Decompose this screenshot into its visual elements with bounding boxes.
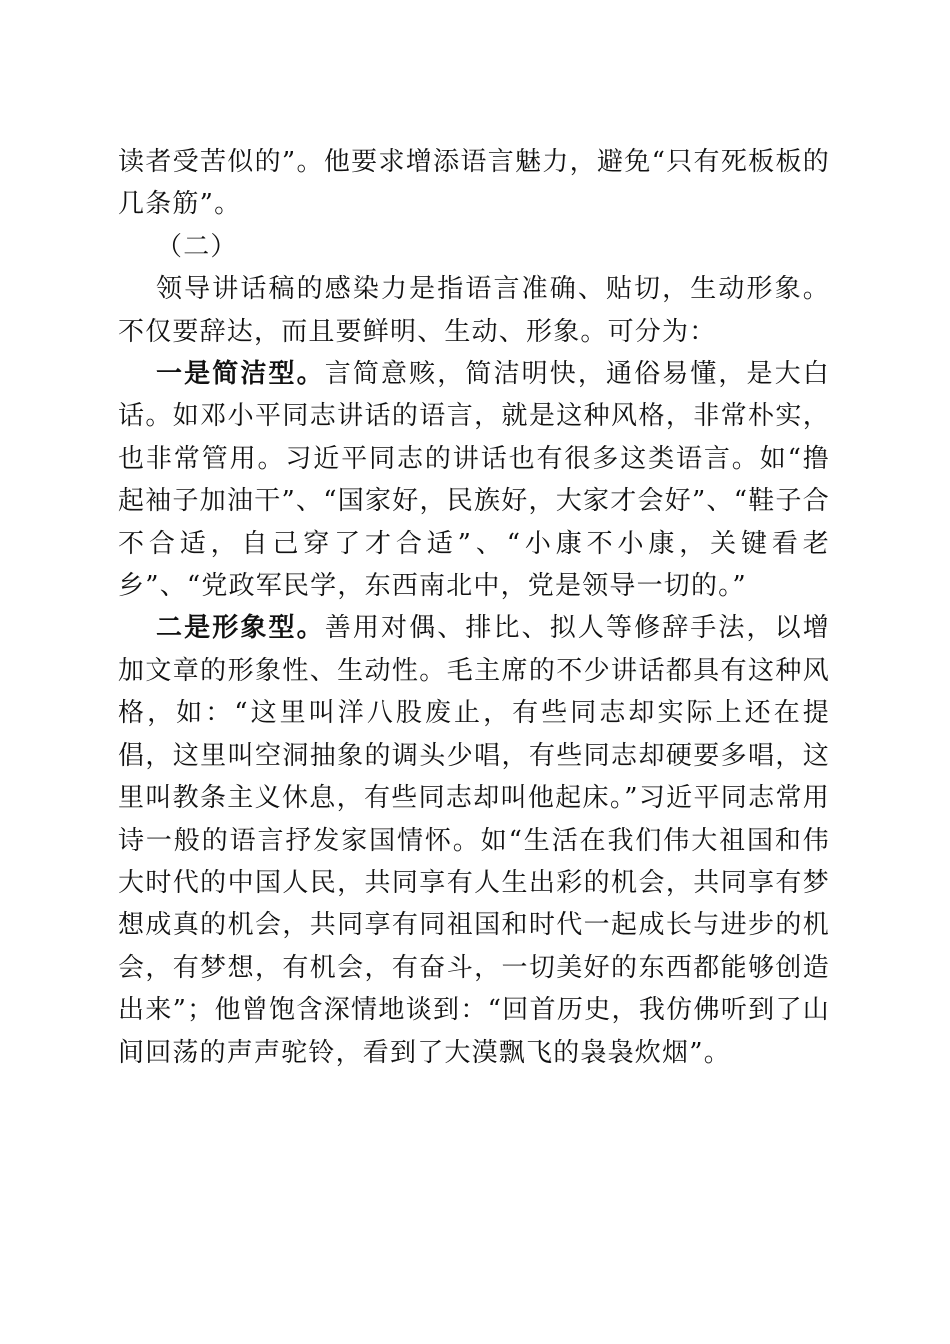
paragraph-concise-type [118, 353, 830, 607]
paragraph-intro: 领导讲话稿的感染力是指语言准确、贴切，生动形象。不仅要辞达，而且要鲜明、生动、形象。可分为： [118, 274, 830, 347]
vivid-type-heading: 二是形象型。 [156, 613, 325, 644]
vivid-type-text: 善用对偶、排比、拟人等修辞手法，以增加文章的形象性、生动性。毛主席的不少讲话都具有这种风格，如：“这里叫洋八股废止，有些同志却实际上还在提倡，这里叫空洞抽象的调头少唱，有些同志却硬要多唱，这里叫教条主义休息，有些同志却叫他起床。”习近平同志常用诗一般的语言抒发家国情怀。如“生活在我们伟大祖国和伟大时代的中国人民，共同享有人生出彩的机会，共同享有梦想成真的机会，共同享有同祖国和时代一起成长与进步的机会，有梦想，有机会，有奋斗，一切美好的东西都能够创造出来”；他曾饱含深情地谈到：“回首历史，我仿佛听到了山间回荡的声声驼铃，看到了大漠飘飞的袅袅炊烟”。 [118, 613, 830, 1068]
document-body [118, 141, 830, 1074]
section-heading: （二） [156, 231, 238, 262]
paragraph-vivid-type [118, 607, 830, 1073]
concise-type-heading: 一是简洁型。 [156, 359, 325, 390]
concise-type-text: 言简意赅，简洁明快，通俗易懂，是大白话。如邓小平同志讲话的语言，就是这种风格，非常朴实，也非常管用。习近平同志的讲话也有很多这类语言。如“撸起袖子加油干”、“国家好，民族好，大家才会好”、“鞋子合不合适，自己穿了才合适”、“小康不小康，关键看老乡”、“党政军民学，东西南北中，党是领导一切的。” [118, 359, 830, 602]
paragraph-continuation: 读者受苦似的”。他要求增添语言魅力，避免“只有死板板的几条筋”。 [118, 147, 830, 220]
